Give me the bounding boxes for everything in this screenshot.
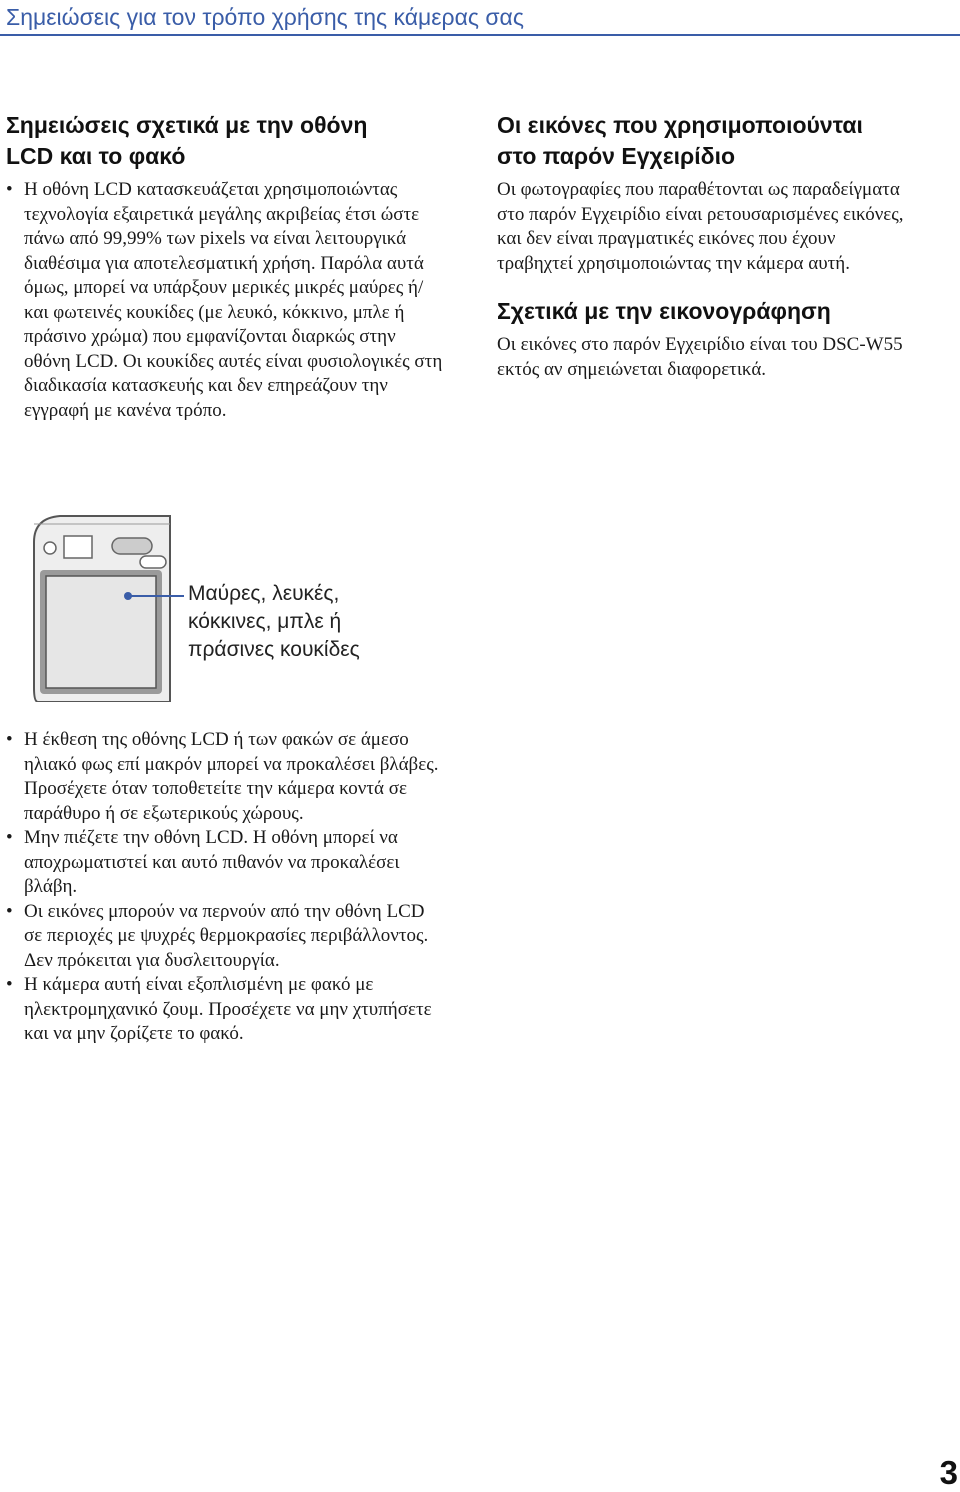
images-section-title-line-1: Οι εικόνες που χρησιμοποιούνται — [497, 112, 863, 138]
illustrations-section-title: Σχετικά με την εικονογράφηση — [497, 298, 831, 324]
left-column — [6, 110, 446, 423]
lcd-more-bullet-list — [6, 728, 446, 1047]
images-section-body: Οι φωτογραφίες που παραθέτονται ως παραδείγματα στο παρόν Εγχειρίδιο είναι ρετουσαρισμένες εικόνες, και δεν είναι πραγματικές εικόνες που έχουν τραβηχτεί χρησιμοποιώντας την κάμερα αυτή. — [497, 179, 904, 274]
camera-back-illustration — [24, 512, 194, 702]
lcd-more-bullet-item: • Η έκθεση της οθόνης LCD ή των φακών σε άμεσο ηλιακό φως επί μακρόν μπορεί να προκαλέσει βλάβες. Προσέχετε όταν τοποθετείτε την κάμερα κοντά σε παράθυρο ή σε εξωτερικούς χώρους. — [6, 728, 446, 826]
figure-callout: Μαύρες, λευκές, κόκκινες, μπλε ή πράσινες κουκίδες — [188, 582, 360, 661]
page-number: 3 — [939, 1454, 958, 1491]
lcd-bullet-item: • Η οθόνη LCD κατασκευάζεται χρησιμοποιώντας τεχνολογία εξαιρετικά μεγάλης ακριβείας έτσι ώστε πάνω από 99,99% των pixels να είναι λειτουργικά διαθέσιμα για αποτελεσματική χρήση. Παρόλα αυτά όμως, μπορεί να υπάρξουν μερικές μικρές μαύρες ή/και φωτεινές κουκίδες (με λευκό, κόκκινο, μπλε ή πράσινο χρώμα) που εμφανίζονται διαρκώς στην οθόνη LCD. Οι κουκίδες αυτές είναι φυσιολογικές στη διαδικασία κατασκευής και δεν επηρεάζουν την εγγραφή με κανένα τρόπο. — [6, 178, 446, 423]
lcd-section-title — [6, 110, 446, 172]
right-column — [497, 110, 907, 382]
lcd-section-title-line-1: Σημειώσεις σχετικά με την οθόνη — [6, 112, 368, 138]
lcd-bullet-list — [6, 178, 446, 423]
lcd-section-title-line-2: LCD και το φακό — [6, 143, 186, 169]
lcd-more-bullet-item: • Μην πιέζετε την οθόνη LCD. Η οθόνη μπορεί να αποχρωματιστεί και αυτό πιθανόν να προκαλέσει βλάβη. — [6, 826, 446, 900]
page-header — [0, 0, 960, 36]
lcd-more-bullet-item: • Η κάμερα αυτή είναι εξοπλισμένη με φακό με ηλεκτρομηχανικό ζουμ. Προσέχετε να μην χτυπήσετε και να μην ζορίζετε το φακό. — [6, 973, 446, 1047]
lcd-figure — [24, 512, 444, 702]
illustrations-section-body: Οι εικόνες στο παρόν Εγχειρίδιο είναι του DSC-W55 εκτός αν σημειώνεται διαφορετικά. — [497, 334, 903, 380]
images-section-title-line-2: στο παρόν Εγχειρίδιο — [497, 143, 736, 169]
page-header-title: Σημειώσεις για τον τρόπο χρήσης της κάμερας σας — [6, 4, 524, 30]
lcd-more-bullet-item: • Οι εικόνες μπορούν να περνούν από την οθόνη LCD σε περιοχές με ψυχρές θερμοκρασίες περιβάλλοντος. Δεν πρόκειται για δυσλειτουργία. — [6, 900, 446, 974]
images-section-title — [497, 110, 907, 172]
